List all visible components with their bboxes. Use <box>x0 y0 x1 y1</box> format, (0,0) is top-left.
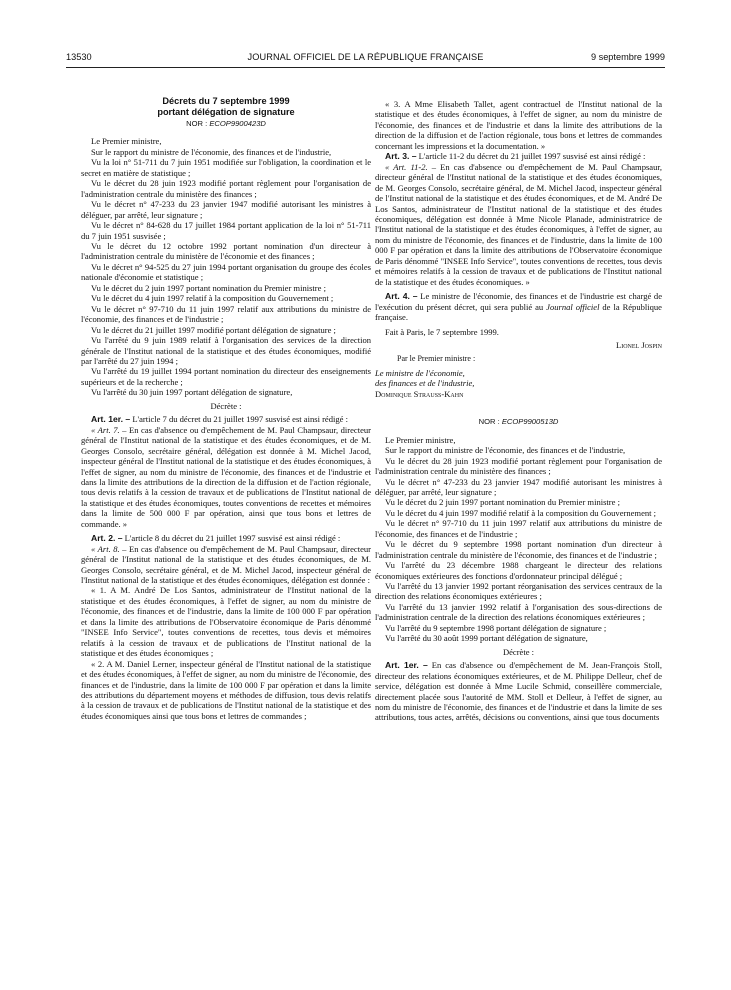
visa-paragraph: Vu le décret du 2 juin 1997 portant nomination du Premier ministre ; <box>91 282 326 293</box>
visa-paragraph: Vu l'arrêté du 30 juin 1997 portant délégation de signature, <box>91 387 293 398</box>
visa-paragraph: Vu l'arrêté du 30 août 1999 portant délégation de signature, <box>385 633 588 644</box>
decrete-heading: Décrète : <box>210 400 242 411</box>
minister-title-line1: Le ministre de l'économie, <box>375 367 465 378</box>
visa-paragraph: Vu l'arrêté du 9 juin 1989 relatif à l'organisation des services de la direction générale de l'Institut national de la statistique et des études économiques, modifié par l'arrêté du 27 juin 1994 ; <box>81 335 371 366</box>
article-text: En cas d'absence ou d'empêchement de M. Jean-François Stoll, directeur des relations économiques extérieures, et de M. Philippe Delleur, chef de service, délégation est donnée à Mme Lucile Schmid, conseillère commerciale, directement placée sous l'autorité de MM. Stoll et Delleur, à l'effet de signer, au nom du ministre de l'économie, des finances et de l'industrie et dans la limite de ses attributions, tous actes, arrêtés, décisions ou conventions, ainsi que tous documents <box>375 660 662 723</box>
article-11-2-quote <box>375 162 662 287</box>
nor-reference <box>81 119 371 129</box>
visa-paragraph: Vu le décret n° 94-525 du 27 juin 1994 portant organisation du groupe des écoles nationale d'économie et statistique ; <box>81 261 371 283</box>
visa-paragraph: Vu le décret du 4 juin 1997 modifié relatif à la composition du Gouvernement ; <box>385 507 657 518</box>
article-text: L'article 8 du décret du 21 juillet 1997 susvisé est ainsi rédigé : <box>124 533 341 544</box>
visa-paragraph: Vu l'arrêté du 13 janvier 1992 relatif à l'organisation des sous-directions de l'administration centrale de la direction des relations économiques extérieures ; <box>375 601 662 623</box>
nor-code: ECOP9900423D <box>209 119 266 128</box>
nor-code: ECOP9900513D <box>501 417 559 427</box>
journal-officiel-italic: Journal officiel <box>546 301 600 312</box>
article-4 <box>375 291 662 322</box>
visa-paragraph: Vu le décret n° 97-710 du 11 juin 1997 relatif aux attributions du ministre de l'économie, des finances et de l'industrie ; <box>375 518 662 539</box>
visa-paragraph: Vu le décret du 2 juin 1997 portant nomination du Premier ministre ; <box>385 497 620 508</box>
visa-paragraph: Le Premier ministre, <box>91 136 162 147</box>
visa-paragraph: Sur le rapport du ministre de l'économie, des finances et de l'industrie, <box>385 445 626 456</box>
quote-label: « Art. 7. – <box>91 424 127 435</box>
nor-label: NOR : <box>478 417 500 427</box>
visa-paragraph: Vu l'arrêté du 19 juillet 1994 portant nomination du directeur des enseignements supérieurs et de la recherche ; <box>81 366 371 387</box>
quote-text: En cas d'absence ou d'empêchement de M. Paul Champsaur, directeur général de l'Institut national de la statistique et des études économiques, de M. Georges Consolo, secrétaire général, et de M. Michel Jacod, inspecteur général de l'Institut national de la statistique et des études économiques, délégation est donnée : <box>81 543 371 586</box>
page-header <box>66 52 665 66</box>
place-date: Fait à Paris, le 7 septembre 1999. <box>385 326 499 337</box>
issue-date: 9 septembre 1999 <box>590 52 665 62</box>
article-8-quote <box>81 544 371 586</box>
minister-name: Dominique Strauss-Kahn <box>375 388 464 399</box>
article-1 <box>81 414 371 424</box>
article-3 <box>375 151 662 161</box>
visa-paragraph: Vu l'arrêté du 23 décembre 1988 chargeant le directeur des relations économiques extérieures des fonctions d'ordonnateur principal délégué ; <box>375 560 662 581</box>
article-label: Art. 1er. – <box>385 660 428 671</box>
visa-paragraph: Le Premier ministre, <box>385 434 456 445</box>
left-column <box>81 96 371 721</box>
article-1-second-decree <box>375 660 662 723</box>
right-column <box>375 99 662 723</box>
article-text: L'article 11-2 du décret du 21 juillet 1997 susvisé est ainsi rédigé : <box>418 151 646 162</box>
by-prime-minister: Par le Premier ministre : <box>397 354 476 364</box>
delegation-item-2: « 2. A M. Daniel Lerner, inspecteur général de l'Institut national de la statistique et des études économiques, à l'effet de signer, au nom du ministre de l'économie, des finances et de l'industrie, dans la limite de 100 000 F par opération et dans la limite des attributions du département moyens et méthodes de diffusion, tous devis relatifs à la cession de travaux et de publications de l'Institut national de la statistique et des études économiques ainsi que tous bons et lettres de commandes ; <box>81 658 371 721</box>
article-label: Art. 4. – <box>385 291 418 302</box>
article-text: Le ministre de l'économie, des finances et de l'industrie est chargé de l'exécution du présent décret, qui sera publié au <box>375 291 662 312</box>
article-label: Art. 1er. – <box>91 414 131 425</box>
visa-paragraph: Vu le décret du 28 juin 1923 modifié portant règlement pour l'organisation de l'administration centrale du ministère des finances ; <box>375 455 662 477</box>
article-label: Art. 2. – <box>91 533 123 544</box>
journal-title: JOURNAL OFFICIEL DE LA RÉPUBLIQUE FRANÇAISE <box>247 52 484 62</box>
decree-title-line2: portant délégation de signature <box>157 107 295 117</box>
visa-paragraph: Vu le décret du 12 octobre 1992 portant nomination d'un directeur à l'administration centrale du ministère de l'économie et des finances ; <box>81 240 371 262</box>
article-2 <box>81 533 371 543</box>
visa-paragraph: Vu le décret n° 47-233 du 23 janvier 1947 modifié autorisant les ministres à déléguer, par arrêté, leur signature ; <box>81 199 371 220</box>
article-text-end: de la République française. <box>375 301 662 323</box>
signatory-prime-minister: Lionel Jospin <box>615 339 662 350</box>
visa-paragraph: Vu le décret n° 97-710 du 11 juin 1997 relatif aux attributions du ministre de l'économie, des finances et de l'industrie ; <box>81 303 371 325</box>
quote-text: En cas d'absence ou d'empêchement de M. Paul Champsaur, directeur général de l'Institut national de la statistique et des études économiques, et de M. Georges Consolo, secrétaire général, délégation est donnée à M. Michel Jacod, inspecteur général de l'Institut national de la statistique et des études économiques, à l'effet de signer, au nom du ministre de l'économie, des finances et de l'industrie et dans la limite des attributions de la direction de la diffusion et de l'action régionale, tous devis relatifs à la cession de travaux et de publications de l'Institut national de la statistique et des études économiques, toutes conventions de recettes et mémoires dans la limite de 500 000 F par opération, ainsi que tous bons et lettres de commande. » <box>81 424 371 529</box>
quote-label: « Art. 8. – <box>91 543 127 554</box>
minister-title-line2: des finances et de l'industrie, <box>375 378 475 389</box>
visa-paragraph: Sur le rapport du ministre de l'économie, des finances et de l'industrie, <box>91 146 332 157</box>
nor-reference-2 <box>375 417 662 427</box>
visa-paragraph: Vu le décret du 9 septembre 1998 portant nomination d'un directeur à l'administration centrale du ministère de l'économie, des finances et de l'industrie ; <box>375 539 662 560</box>
decrete-heading-2: Décrète : <box>502 646 535 657</box>
visa-paragraph: Vu l'arrêté du 13 janvier 1992 portant réorganisation des services centraux de la direction des relations économiques extérieures ; <box>375 581 662 602</box>
quote-label: « Art. 11-2. – <box>385 161 437 172</box>
visa-paragraph: Vu la loi n° 51-711 du 7 juin 1951 modifiée sur l'obligation, la coordination et le secret en matière de statistique ; <box>81 157 371 178</box>
article-label: Art. 3. – <box>385 151 417 162</box>
article-text: L'article 7 du décret du 21 juillet 1997 susvisé est ainsi rédigé : <box>132 414 348 425</box>
delegation-item-1: « 1. A M. André De Los Santos, administrateur de l'Institut national de la statistique et des études économiques, à l'effet de signer, au nom du ministre de l'économie, des finances et de l'industrie, dans la limite de 100 000 F par opération et dans la limite des attributions de l'Observatoire économique de Paris dénommé "INSEE Info Service", toutes conventions de recettes, tous devis et mémoires relatifs à la cession de travaux et de publications de l'Institut national de la statistique et des études économiques ; <box>81 585 371 659</box>
article-7-quote <box>81 425 371 530</box>
visa-paragraph: Vu le décret n° 47-233 du 23 janvier 1947 modifié autorisant les ministres à déléguer, par arrêté, leur signature ; <box>375 476 662 497</box>
header-rule <box>66 67 665 68</box>
visa-paragraph: Vu le décret n° 84-628 du 17 juillet 1984 portant application de la loi n° 51-711 du 7 juin 1951 susvisée ; <box>81 220 371 241</box>
nor-label: NOR : <box>186 119 208 128</box>
quote-text: En cas d'absence ou d'empêchement de M. Paul Champsaur, directeur général de l'Institut national de la statistique et des études économiques, de M. Georges Consolo, secrétaire général, de M. Michel Jacod, inspecteur général de l'Institut national de la statistique et des études économiques, et de M. André De Los Santos, administrateur de l'Institut national de la statistique et des études économiques, délégation est donnée à Mme Nicole Planade, administratrice de l'Institut national de la statistique et des études économiques, à l'effet de signer, au nom du ministre de l'économie, des finances et de l'industrie, dans la limite de 100 000 F par opération et dans la limite des attributions de l'Observatoire économique de Paris dénommé "INSEE Info Service", toutes conventions de recettes, tous devis et mémoires relatifs à la cession de travaux et de publications de l'Institut national de la statistique et des études économiques. » <box>375 161 663 287</box>
visa-paragraph: Vu le décret du 4 juin 1997 relatif à la composition du Gouvernement ; <box>91 293 334 304</box>
visa-paragraph: Vu l'arrêté du 9 septembre 1998 portant délégation de signature ; <box>385 622 607 633</box>
visa-paragraph: Vu le décret du 28 juin 1923 modifié portant règlement pour l'organisation de l'administration centrale du ministère des finances ; <box>81 178 371 199</box>
decree-title-line1: Décrets du 7 septembre 1999 <box>162 96 290 106</box>
visa-paragraph: Vu le décret du 21 juillet 1997 modifié portant délégation de signature ; <box>91 324 336 335</box>
page-number: 13530 <box>66 52 92 62</box>
delegation-item-3: « 3. A Mme Elisabeth Tallet, agent contractuel de l'Institut national de la statistique et des études économiques, à l'effet de signer, au nom du ministre de l'économie, des finances et de l'industrie et dans la limite des attributions de la direction de la diffusion et de l'action régionale, tous bons et lettres de commandes concernant les impressions et la documentation. » <box>375 99 662 151</box>
